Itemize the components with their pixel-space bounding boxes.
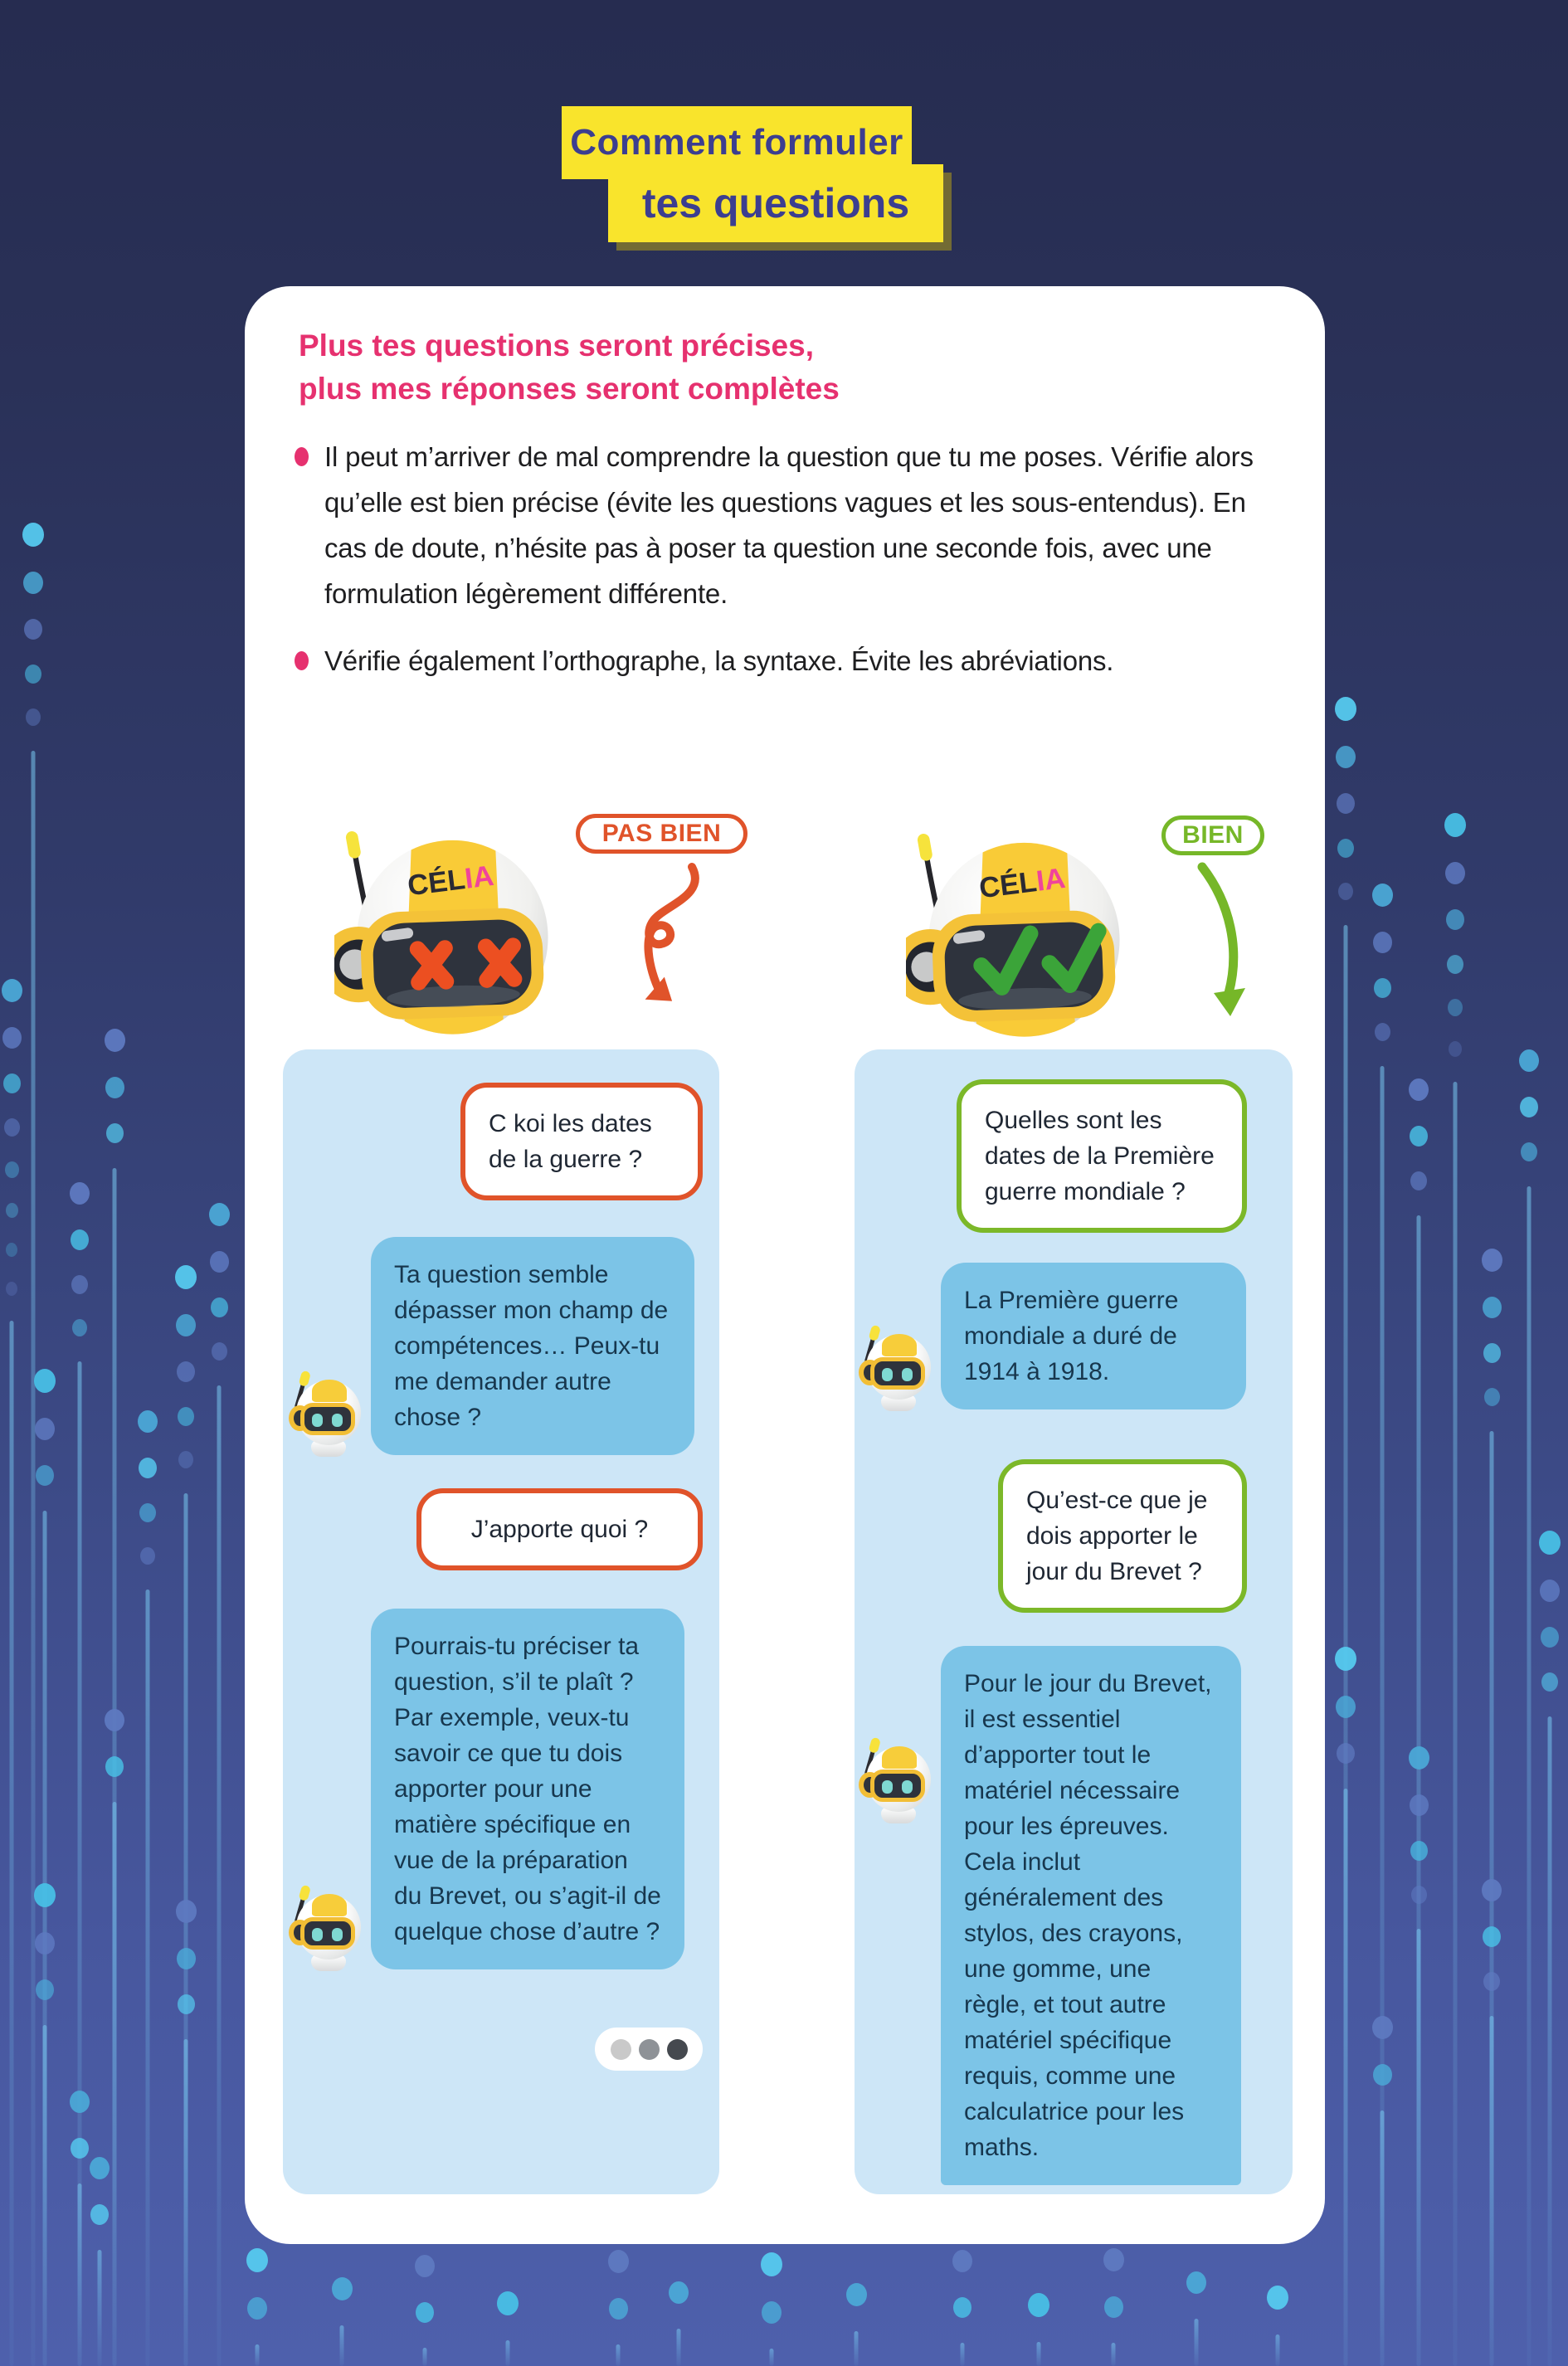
chat-row-bot: [861, 1646, 1247, 2185]
rain-column-decoration: [1102, 2248, 1125, 2343]
user-message-bubble: J’apporte quoi ?: [416, 1488, 703, 1570]
rain-column-decoration: [951, 2250, 974, 2343]
rain-column-decoration: [207, 1203, 231, 1385]
celia-avatar-icon: [861, 1745, 933, 1825]
rain-column-decoration: [760, 2252, 783, 2349]
rain-column-decoration: [606, 2250, 630, 2344]
intro-bullet: [295, 638, 1273, 684]
celia-avatar-icon: [291, 1893, 363, 1973]
rain-column-decoration: [1185, 2271, 1208, 2319]
arrow-down-curve-icon: [1191, 862, 1257, 1036]
bien-badge: [1161, 815, 1264, 855]
user-message-bubble: Quelles sont les dates de la Première guerre mondiale ?: [957, 1079, 1247, 1233]
intro-heading: [299, 324, 840, 411]
rain-column-decoration: [246, 2248, 269, 2344]
rain-column-decoration: [845, 2283, 868, 2331]
rain-column-decoration: [1266, 2286, 1289, 2334]
intro-bullet-list: [295, 434, 1273, 684]
celia-robot-bad-icon: [334, 825, 562, 1044]
typing-indicator: [595, 2028, 703, 2071]
celia-avatar-icon: [291, 1379, 363, 1458]
pas-bien-badge: [576, 814, 747, 854]
intro-heading-line1: Plus tes questions seront précises,: [299, 329, 814, 363]
bullet-dot-icon: [295, 651, 309, 670]
rain-column-decoration: [1407, 1746, 1430, 1929]
rain-column-decoration: [103, 1709, 126, 1802]
arrow-down-squiggle-icon: [622, 860, 713, 1043]
chat-row-bot: [291, 1237, 703, 1455]
title-line1-text: Comment formuler: [570, 122, 903, 163]
robot-name-suffix: IA: [1035, 862, 1068, 898]
robot-name-suffix: IA: [463, 859, 496, 895]
bien-label: BIEN: [1182, 821, 1244, 849]
rain-column-decoration: [1444, 813, 1467, 1082]
rain-column-decoration: [1480, 1249, 1503, 1431]
title-line2: [608, 164, 943, 242]
rain-column-decoration: [1334, 697, 1357, 925]
chat-row-bot: [291, 1609, 703, 1969]
user-message-bubble: Qu’est-ce que je dois apporter le jour du Brevet ?: [998, 1459, 1247, 1613]
intro-bullet: [295, 434, 1273, 616]
rain-column-decoration: [33, 1369, 56, 1511]
rain-column-decoration: [22, 523, 45, 751]
chat-row-bot: [861, 1263, 1247, 1409]
chat-row-typing: [291, 2028, 703, 2071]
rain-column-decoration: [1480, 1879, 1503, 2016]
bot-message-bubble: Pour le jour du Brevet, il est essentiel d’apporter tout le matériel nécessaire pour les épreuves. Cela inclut généralement des stylos, des crayons, une gomme, une règle, et tout autre matériel spécifique requis, comme une calculatrice pour les maths.: [941, 1646, 1241, 2185]
bot-message-bubble: Ta question semble dépasser mon champ de compétences… Peux-tu me demander autre chose ?: [371, 1237, 694, 1455]
chat-example-good: [855, 1049, 1293, 2194]
rain-column-decoration: [0, 979, 23, 1321]
user-message-bubble: C koi les dates de la guerre ?: [460, 1083, 703, 1200]
rain-column-decoration: [1407, 1078, 1430, 1215]
robot-name-prefix: CÉL: [406, 864, 467, 903]
chat-row-user: [861, 1079, 1247, 1233]
rain-column-decoration: [330, 2277, 353, 2325]
rain-column-decoration: [667, 2281, 690, 2329]
rain-column-decoration: [174, 1900, 197, 2039]
typing-dot-icon: [639, 2039, 660, 2060]
rain-column-decoration: [1027, 2293, 1050, 2342]
bot-message-bubble: La Première guerre mondiale a duré de 1914 à 1918.: [941, 1263, 1246, 1409]
rain-column-decoration: [174, 1265, 197, 1493]
bullet-dot-icon: [295, 447, 309, 466]
celia-robot-good-icon: [906, 828, 1133, 1047]
title-line2-text: tes questions: [641, 180, 910, 226]
rain-column-decoration: [1371, 2016, 1394, 2110]
rain-column-decoration: [1517, 1049, 1541, 1186]
rain-column-decoration: [103, 1029, 126, 1168]
content-card: [245, 286, 1325, 2244]
pas-bien-label: PAS BIEN: [601, 820, 722, 847]
bullet-text: Vérifie également l’orthographe, la syntaxe. Évite les abréviations.: [324, 645, 1114, 676]
chat-row-user: [861, 1459, 1247, 1613]
chat-row-user: [291, 1488, 703, 1570]
rain-column-decoration: [136, 1410, 159, 1590]
typing-dot-icon: [667, 2039, 688, 2060]
x-eye-icon: [417, 948, 446, 982]
rain-column-decoration: [413, 2255, 436, 2348]
robot-name-prefix: CÉL: [977, 866, 1039, 905]
rain-column-decoration: [33, 1883, 56, 2025]
bullet-text: Il peut m’arriver de mal comprendre la question que tu me poses. Vérifie alors qu’elle est bien précise (évite les questions vagues et les sous-entendus). En cas de doute, n’hésite pas à poser ta question une seconde fois, avec une formulation légèrement différente.: [324, 441, 1254, 609]
rain-column-decoration: [88, 2157, 111, 2250]
chat-row-user: [291, 1083, 703, 1200]
chat-example-bad: [283, 1049, 719, 2194]
rain-column-decoration: [68, 1182, 91, 1361]
rain-column-decoration: [1371, 884, 1394, 1066]
typing-dot-icon: [611, 2039, 631, 2060]
rain-column-decoration: [1538, 1531, 1561, 1716]
celia-avatar-icon: [861, 1333, 933, 1413]
rain-column-decoration: [1334, 1647, 1357, 1789]
rain-column-decoration: [496, 2291, 519, 2340]
bot-message-bubble: Pourrais-tu préciser ta question, s’il te plaît ? Par exemple, veux-tu savoir ce que tu dois apporter pour une matière spécifique en vue de la préparation du Brevet, ou s’agit-il de quelque chose d’autre ?: [371, 1609, 684, 1969]
intro-heading-line2: plus mes réponses seront complètes: [299, 372, 840, 406]
x-eye-icon: [486, 946, 514, 980]
